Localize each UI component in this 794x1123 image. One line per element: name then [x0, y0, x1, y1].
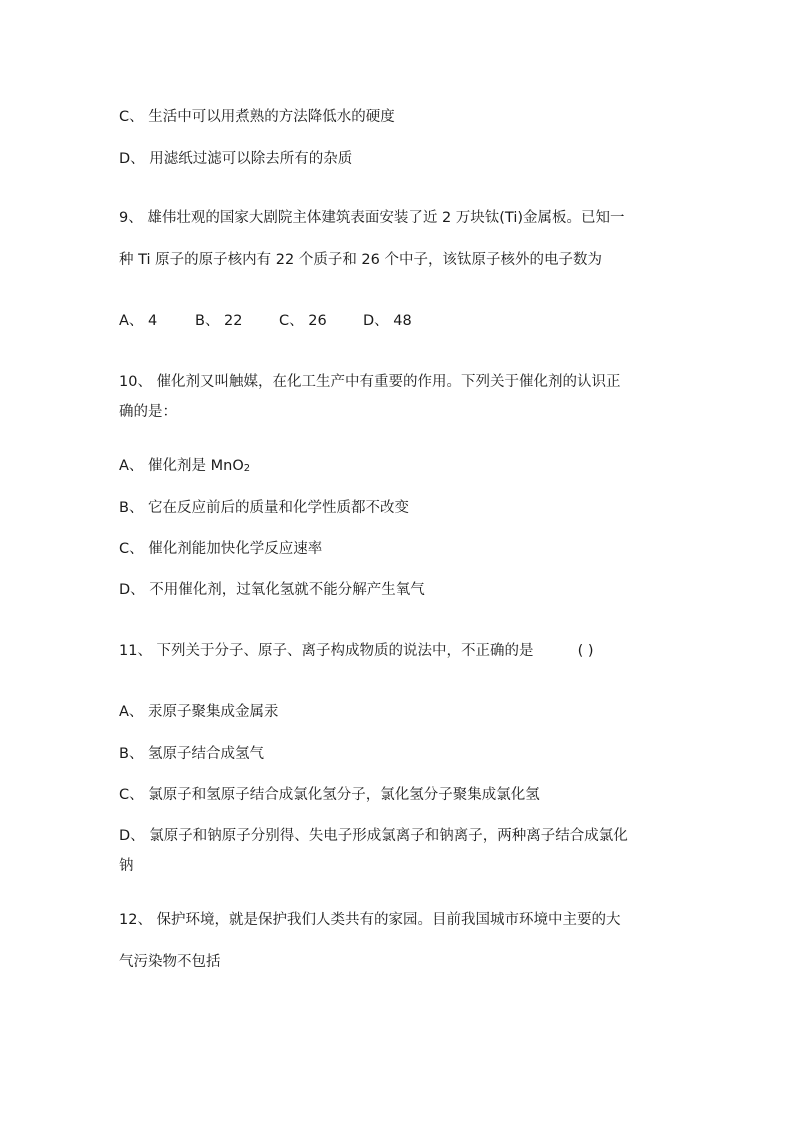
- subscript-2: 2: [243, 463, 251, 474]
- question-11-text: 11、 下列关于分子、原子、离子构成物质的说法中，不正确的是: [119, 643, 534, 659]
- question-9-line-2: 种 Ti 原子的原子核内有 22 个质子和 26 个中子，该钛原子核外的电子数为: [119, 252, 602, 268]
- question-11-option-b: B、 氢原子结合成氢气: [119, 746, 265, 762]
- question-10-option-a: [119, 456, 250, 479]
- question-9-line-1: 9、 雄伟壮观的国家大剧院主体建筑表面安装了近 2 万块钛(Ti)金属板。已知一: [119, 210, 625, 226]
- question-11-option-a: A、 汞原子聚集成金属汞: [119, 704, 279, 720]
- question-10-line-2: 确的是：: [119, 404, 177, 420]
- question-9-option-a: A、 4: [119, 313, 158, 329]
- question-9-option-c: C、 26: [279, 313, 327, 329]
- question-12-line-2: 气污染物不包括: [119, 954, 221, 970]
- question-10-option-c: C、 催化剂能加快化学反应速率: [119, 541, 323, 557]
- option-d-filter-paper: D、 用滤纸过滤可以除去所有的杂质: [119, 151, 353, 167]
- question-9-option-d: D、 48: [363, 313, 412, 329]
- option-c-water-hardness: C、 生活中可以用煮熟的方法降低水的硬度: [119, 109, 395, 125]
- question-11-option-c: C、 氯原子和氢原子结合成氯化氢分子，氯化氢分子聚集成氯化氢: [119, 787, 540, 803]
- question-10-option-b: B、 它在反应前后的质量和化学性质都不改变: [119, 500, 410, 516]
- question-9-options: [119, 311, 412, 331]
- question-11-stem: [119, 641, 594, 661]
- question-11-option-d-line-1: D、 氯原子和钠原子分别得、失电子形成氯离子和钠离子，两种离子结合成氯化: [119, 828, 628, 844]
- question-10-option-a-text: A、 催化剂是 MnO: [119, 458, 244, 474]
- question-10-line-1: 10、 催化剂又叫触媒，在化工生产中有重要的作用。下列关于催化剂的认识正: [119, 374, 621, 390]
- question-9-option-b: B、 22: [195, 313, 243, 329]
- question-10-option-d: D、 不用催化剂，过氧化氢就不能分解产生氧气: [119, 582, 425, 598]
- question-11-option-d-line-2: 钠: [119, 858, 134, 874]
- question-12-line-1: 12、 保护环境，就是保护我们人类共有的家园。目前我国城市环境中主要的大: [119, 912, 621, 928]
- answer-parentheses: ( ): [577, 643, 594, 659]
